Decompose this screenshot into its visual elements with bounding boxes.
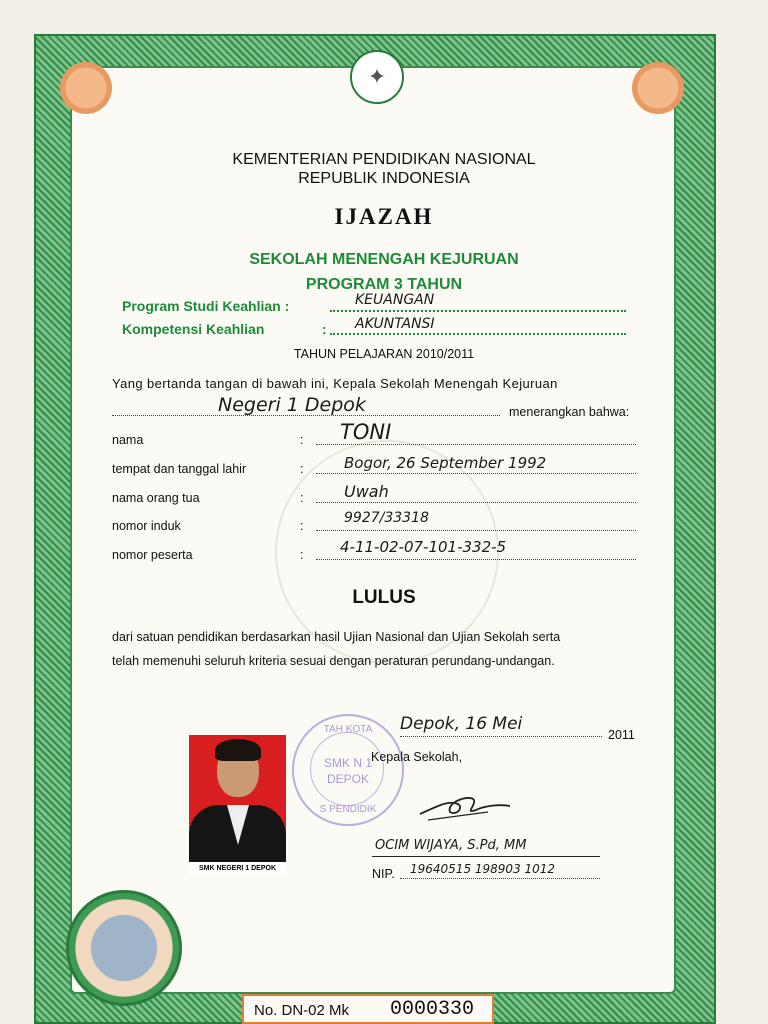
- field-label-name: nama: [112, 433, 144, 447]
- program-study-dotline: [330, 310, 626, 312]
- field-dotline-name: [316, 444, 636, 445]
- school-type: SEKOLAH MENENGAH KEJURUAN: [249, 251, 519, 268]
- field-colon-participant-no: :: [300, 548, 304, 562]
- place-date-dotline: [400, 736, 602, 737]
- competence-dotline: [330, 333, 626, 335]
- field-colon-birth: :: [300, 462, 304, 476]
- stamp-text-middle-2: DEPOK: [326, 772, 369, 786]
- field-value-birth: Bogor, 26 September 1992: [344, 454, 547, 472]
- tut-wuri-handayani-logo-icon: [66, 890, 182, 1006]
- program-duration: PROGRAM 3 TAHUN: [305, 276, 463, 293]
- closing-line-2: telah memenuhi seluruh kriteria sesuai dengan peraturan perundang-undangan.: [112, 654, 555, 668]
- program-study-value: KEUANGAN: [355, 292, 435, 308]
- field-dotline-participant-no: [316, 559, 636, 560]
- result-status: LULUS: [352, 587, 416, 608]
- competence-colon: :: [322, 321, 327, 337]
- photo-caption: SMK NEGERI 1 DEPOK: [189, 862, 286, 875]
- nip-label: NIP.: [372, 867, 395, 881]
- school-stamp: [292, 714, 404, 826]
- serial-number-box: [242, 994, 494, 1024]
- field-label-birth: tempat dan tanggal lahir: [112, 462, 247, 476]
- signature-year: 2011: [608, 728, 635, 742]
- serial-number: 0000330: [390, 998, 475, 1021]
- ministry-line-2: REPUBLIK INDONESIA: [298, 170, 470, 187]
- stamp-text-top: TAH KOTA: [323, 724, 373, 735]
- corner-ornament-top-left: [60, 62, 112, 114]
- competence-value: AKUNTANSI: [355, 316, 435, 332]
- ministry-line-1: KEMENTERIAN PENDIDIKAN NASIONAL: [232, 151, 536, 168]
- serial-prefix: No. DN-02 Mk: [254, 1002, 350, 1019]
- closing-line-1: dari satuan pendidikan berdasarkan hasil Ujian Nasional dan Ujian Sekolah serta: [112, 630, 561, 644]
- corner-ornament-top-right: [632, 62, 684, 114]
- principal-name-underline: [372, 856, 600, 857]
- field-dotline-parent: [316, 502, 636, 503]
- garuda-emblem-icon: ✦: [350, 50, 404, 104]
- field-value-parent: Uwah: [344, 482, 389, 501]
- field-label-parent: nama orang tua: [112, 491, 200, 505]
- field-colon-name: :: [300, 433, 304, 447]
- field-value-name: TONI: [340, 420, 392, 444]
- explains-text: menerangkan bahwa:: [509, 405, 630, 419]
- nip-value: 19640515 198903 1012: [410, 862, 556, 876]
- principal-signature: [418, 790, 513, 824]
- stamp-text-bottom: S PENDIDIK: [319, 804, 377, 815]
- competence-label: Kompetensi Keahlian: [122, 321, 265, 337]
- statement-intro: Yang bertanda tangan di bawah ini, Kepala Sekolah Menengah Kejuruan: [112, 376, 558, 391]
- school-name-value: Negeri 1 Depok: [218, 394, 366, 416]
- stamp-text-middle-1: SMK N 1: [323, 756, 372, 770]
- field-colon-parent: :: [300, 491, 304, 505]
- field-colon-student-id: :: [300, 519, 304, 533]
- nip-dotline: [400, 878, 600, 879]
- principal-name: OCIM WIJAYA, S.Pd, MM: [375, 838, 527, 853]
- field-label-student-id: nomor induk: [112, 519, 181, 533]
- place-date-value: Depok, 16 Mei: [400, 714, 523, 734]
- field-dotline-birth: [316, 473, 636, 474]
- document-title: IJAZAH: [334, 204, 434, 229]
- field-value-student-id: 9927/33318: [344, 510, 429, 526]
- academic-year: TAHUN PELAJARAN 2010/2011: [293, 347, 475, 361]
- field-label-participant-no: nomor peserta: [112, 548, 193, 562]
- field-dotline-student-id: [316, 530, 636, 531]
- student-photo: [189, 735, 286, 867]
- field-value-participant-no: 4-11-02-07-101-332-5: [340, 538, 507, 556]
- program-study-label: Program Studi Keahlian :: [122, 298, 290, 314]
- signature-role: Kepala Sekolah,: [371, 750, 463, 764]
